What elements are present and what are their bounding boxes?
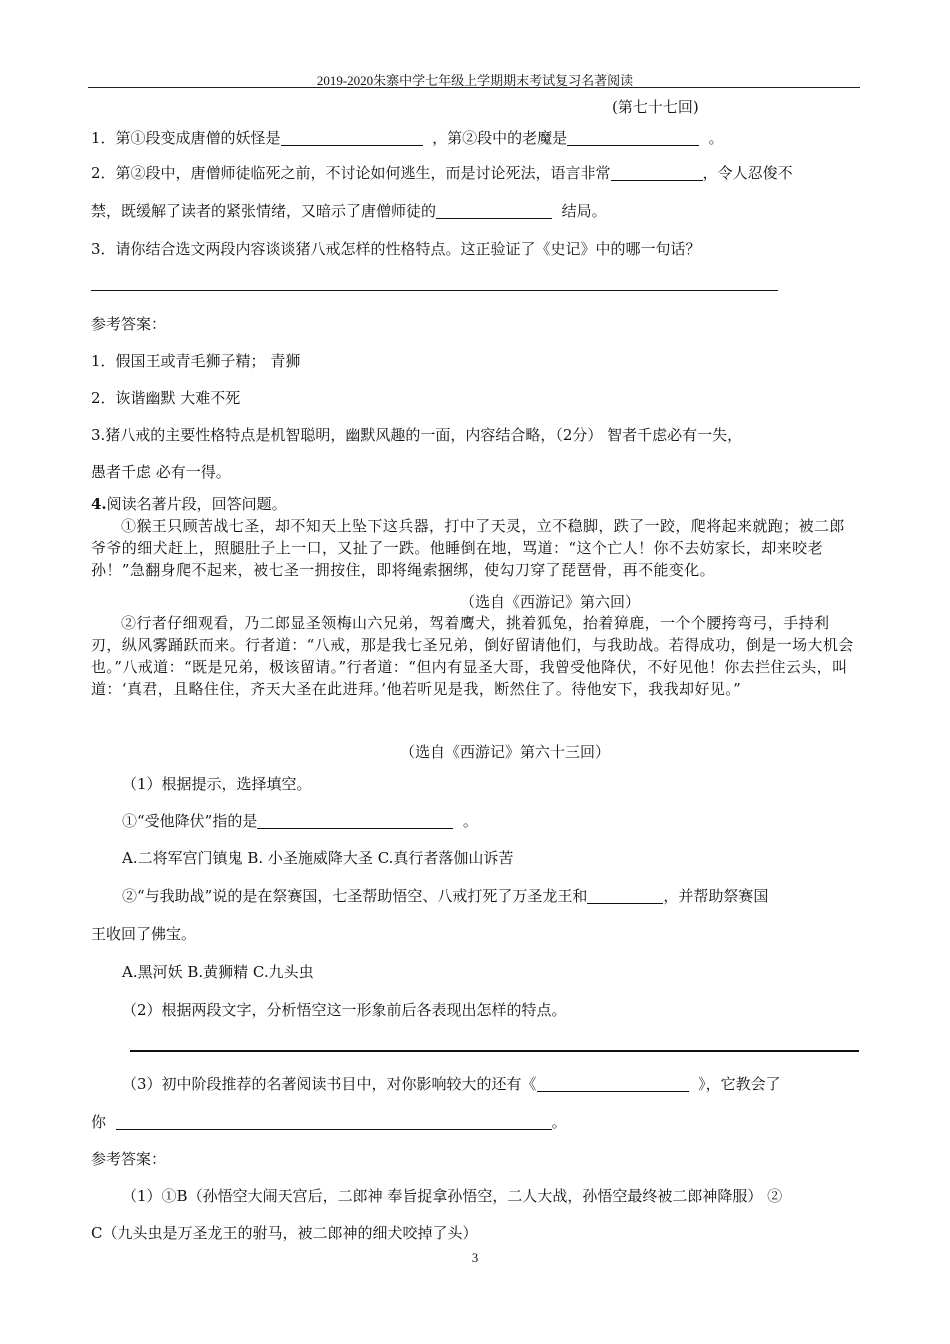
q4-number: 4. xyxy=(91,495,107,513)
answer-4-line-1: （1）①B（孙悟空大闹天宫后，二郎神 奉旨捉拿孙悟空，二人大战，孙悟空最终被二郎神降服） ② xyxy=(122,1187,783,1205)
q2-text-b: ，令人忍俊不 xyxy=(702,164,793,182)
passage-1-source: （选自《西游记》第六回） xyxy=(460,593,641,611)
q4-3-blank-book[interactable] xyxy=(537,1075,689,1092)
q1-blank-2[interactable] xyxy=(567,129,699,146)
q1-text-b: ，第②段中的老魔是 xyxy=(432,129,568,147)
question-2-line-1 xyxy=(91,162,793,183)
q4-1-2-text-b: ，并帮助祭赛国 xyxy=(663,887,769,905)
q4-3-text-b: 》，它教会了 xyxy=(698,1075,781,1093)
q4-sub-2-answer-line[interactable] xyxy=(130,1050,859,1052)
q1-blank-1[interactable] xyxy=(281,129,423,146)
answer-4-line-2: C（九头虫是万圣龙王的驸马，被二郎神的细犬咬掉了头） xyxy=(91,1224,478,1242)
q4-sub-1-2-options: A.黑河妖 B.黄狮精 C.九头虫 xyxy=(122,963,314,981)
q4-sub-3-line-2 xyxy=(91,1111,567,1132)
answer-heading-2: 参考答案： xyxy=(91,1150,167,1168)
question-2-line-2 xyxy=(91,200,607,221)
q4-1-1-blank[interactable] xyxy=(257,812,453,829)
q4-3-text-c: 你 xyxy=(91,1113,107,1131)
q4-sub-1-2-line-2: 王收回了佛宝。 xyxy=(91,925,197,943)
page-header: 2019-2020朱寨中学七年级上学期期末考试复习名著阅读 xyxy=(316,73,634,88)
question-4-heading xyxy=(91,493,287,514)
q4-sub-1-title: （1）根据提示，选择填空。 xyxy=(122,775,312,793)
passage-1: ①猴王只顾苦战七圣，却不知天上坠下这兵器，打中了天灵，立不稳脚，跌了一跤，爬将起来就跑；被二郎爷爷的细犬赶上，照腿肚子上一口，又扯了一跌。他睡倒在地，骂道：“这个亡人！你不去妨家长，却来咬老孙！”急翻身爬不起来，被七圣一拥按住，即将绳索捆绑，使勾刀穿了琵琶骨，再不能变化。 xyxy=(91,517,845,579)
passage-2-source: （选自《西游记》第六十三回） xyxy=(400,743,611,761)
q2-text-d: 结局。 xyxy=(561,202,607,220)
q3-answer-line[interactable] xyxy=(91,290,778,291)
q4-sub-1-1-options: A.二将军宫门镇鬼 B. 小圣施威降大圣 C.真行者落伽山诉苦 xyxy=(122,849,514,867)
page-number: 3 xyxy=(471,1250,479,1265)
q4-1-1-end: 。 xyxy=(462,812,478,830)
q2-blank-1[interactable] xyxy=(611,164,703,181)
q4-1-2-text-a: ②“与我助战”说的是在祭赛国，七圣帮助悟空、八戒打死了万圣龙王和 xyxy=(122,887,588,905)
q4-3-end: 。 xyxy=(551,1113,567,1131)
q4-heading-text: 阅读名著片段，回答问题。 xyxy=(106,495,287,513)
answer-heading-1: 参考答案： xyxy=(91,315,167,333)
q2-text-c: 禁，既缓解了读者的紧张情绪，又暗示了唐僧师徒的 xyxy=(91,202,437,220)
chapter-reference: (第七十七回) xyxy=(612,98,699,116)
q4-sub-3-line-1 xyxy=(122,1073,781,1094)
q1-end: 。 xyxy=(708,129,724,147)
q4-sub-2: （2）根据两段文字，分析悟空这一形象前后各表现出怎样的特点。 xyxy=(122,1001,567,1019)
q4-1-1-text: ①“受他降伏”指的是 xyxy=(122,812,258,830)
answer-1: 1．假国王或青毛狮子精； 青狮 xyxy=(91,352,301,370)
q4-3-blank-lesson[interactable] xyxy=(116,1113,552,1130)
passage-2: ②行者仔细观看，乃二郎显圣领梅山六兄弟，驾着鹰犬，挑着狐兔，抬着獐鹿，一个个腰挎弯弓，手持利刃，纵风雾踊跃而来。行者道：“八戒，那是我七圣兄弟，倒好留请他们，与我助战。若得成功，倒是一场大机会也。”八戒道：“既是兄弟，极该留请。”行者道：“但内有显圣大哥，我曾受他降伏，不好见他！你去拦住云头，叫道：‘真君，且略住住，齐天大圣在此进拜。’他若听见是我，断然住了。待他安下，我我却好见。” xyxy=(91,614,854,698)
question-3: 3．请你结合选文两段内容谈谈猪八戒怎样的性格特点。这正验证了《史记》中的哪一句话？ xyxy=(91,240,701,258)
q4-3-text-a: （3）初中阶段推荐的名著阅读书目中，对你影响较大的还有《 xyxy=(122,1075,537,1093)
question-1 xyxy=(91,127,724,148)
answer-3-line-1: 3.猪八戒的主要性格特点是机智聪明，幽默风趣的一面，内容结合略，（2分） 智者千虑必有一失， xyxy=(91,426,743,444)
q4-1-2-blank[interactable] xyxy=(587,887,663,904)
answer-2: 2．诙谐幽默 大难不死 xyxy=(91,389,241,407)
q2-blank-2[interactable] xyxy=(436,202,552,219)
q2-text-a: 2．第②段中，唐僧师徒临死之前，不讨论如何逃生，而是讨论死法，语言非常 xyxy=(91,164,611,182)
answer-3-line-2: 愚者千虑 必有一得。 xyxy=(91,463,231,481)
q1-text-a: 1．第①段变成唐僧的妖怪是 xyxy=(91,129,281,147)
q4-sub-1-2-line-1 xyxy=(122,885,768,906)
q4-sub-1-1 xyxy=(122,810,478,831)
header-rule xyxy=(88,87,860,88)
